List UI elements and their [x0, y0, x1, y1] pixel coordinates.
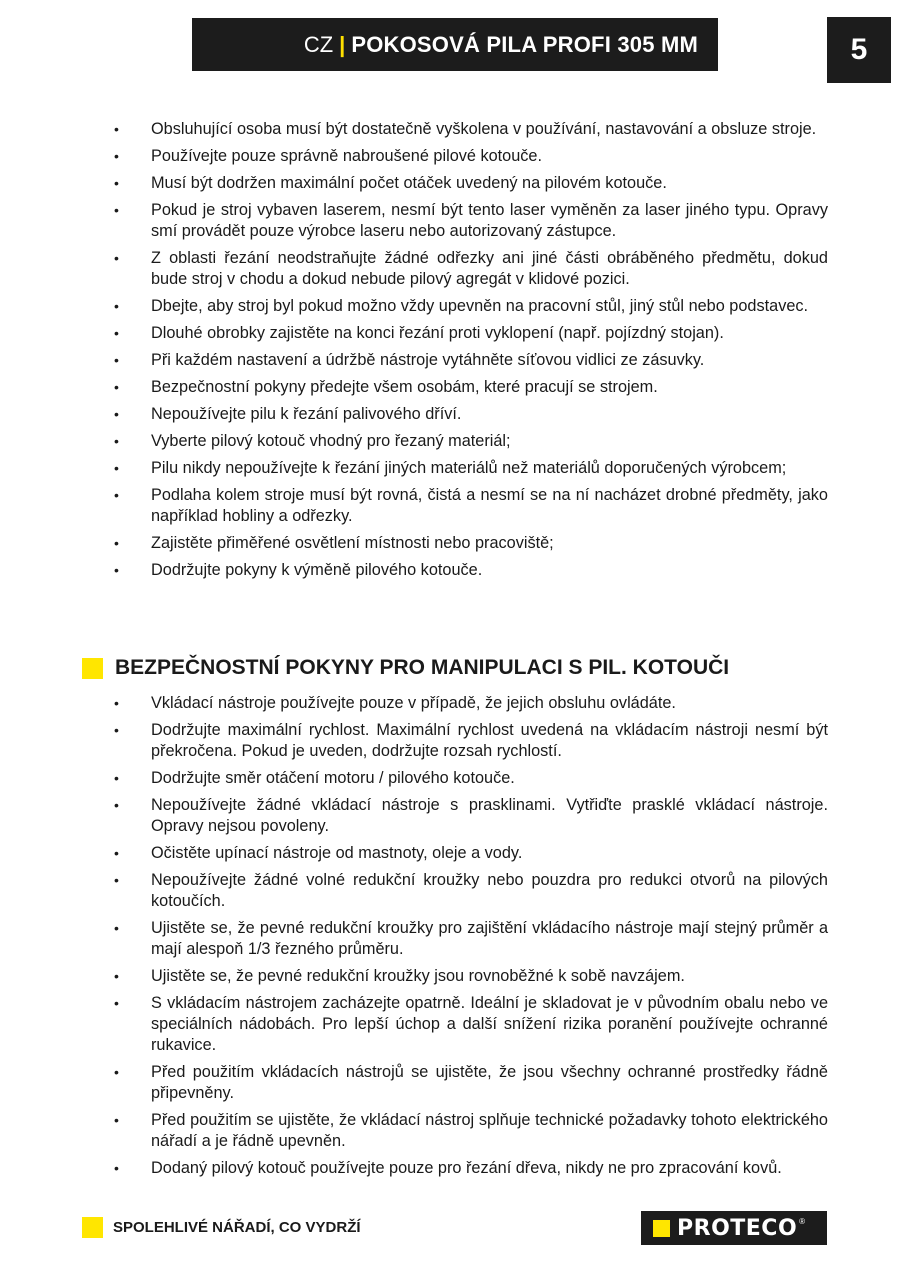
header-title: POKOSOVÁ PILA PROFI 305 MM [351, 31, 698, 57]
list-item [112, 795, 828, 837]
list-item [112, 200, 828, 242]
list-item-text: Zajistěte přiměřené osvětlení místnosti nebo pracoviště; [151, 534, 554, 552]
bullet-icon: • [114, 995, 119, 1011]
logo-square-icon [653, 1220, 670, 1237]
bullet-icon: • [114, 433, 119, 449]
bullet-icon: • [114, 797, 119, 813]
list-item-text: S vkládacím nástrojem zacházejte opatrně. Ideální je skladovat je v původním obalu nebo ve speciálních nádobách. Pro lepší úchop a další snížení rizika poranění používejte ochranné rukavice. [151, 994, 828, 1054]
bullet-icon: • [114, 535, 119, 551]
slogan-text: SPOLEHLIVÉ NÁŘADÍ, CO VYDRŽÍ [113, 1219, 361, 1236]
list-item-text: Pokud je stroj vybaven laserem, nesmí být tento laser vyměněn za laser jiného typu. Opravy smí provádět pouze výrobce laseru nebo autorizovaný zástupce. [151, 201, 828, 240]
footer-slogan [82, 1217, 361, 1238]
bullet-icon: • [114, 845, 119, 861]
list-item-text: Nepoužívejte žádné volné redukční kroužky nebo pouzdra pro redukci otvorů na pilových kotoučích. [151, 871, 828, 910]
list-item [112, 377, 828, 398]
bullet-icon: • [114, 695, 119, 711]
list-item-text: Nepoužívejte žádné vkládací nástroje s prasklinami. Vytřiďte prasklé vkládací nástroje. Opravy nejsou povoleny. [151, 796, 828, 835]
list-item-text: Podlaha kolem stroje musí být rovná, čistá a nesmí se na ní nacházet drobné předměty, jako například hobliny a odřezky. [151, 486, 828, 525]
slogan-marker-icon [82, 1217, 103, 1238]
blade-handling-list [112, 693, 828, 1185]
bullet-icon: • [114, 487, 119, 503]
bullet-icon: • [114, 325, 119, 341]
bullet-icon: • [114, 968, 119, 984]
list-item [112, 966, 828, 987]
bullet-icon: • [114, 406, 119, 422]
section-marker-icon [82, 658, 103, 679]
bullet-icon: • [114, 872, 119, 888]
list-item [112, 458, 828, 479]
header-separator: | [339, 31, 346, 57]
bullet-icon: • [114, 920, 119, 936]
list-item-text: Ujistěte se, že pevné redukční kroužky jsou rovnoběžné k sobě navzájem. [151, 967, 685, 985]
header-language: CZ [303, 31, 334, 57]
list-item [112, 248, 828, 290]
list-item [112, 533, 828, 554]
bullet-icon: • [114, 250, 119, 266]
list-item [112, 296, 828, 317]
header-bar [192, 18, 718, 71]
list-item-text: Před použitím se ujistěte, že vkládací nástroj splňuje technické požadavky tohoto elektrického nářadí a je řádně upevněn. [151, 1111, 828, 1150]
list-item [112, 693, 828, 714]
list-item [112, 560, 828, 581]
list-item [112, 431, 828, 452]
list-item [112, 993, 828, 1056]
list-item [112, 146, 828, 167]
bullet-icon: • [114, 562, 119, 578]
section-heading [82, 656, 729, 680]
list-item-text: Obsluhující osoba musí být dostatečně vyškolena v používání, nastavování a obsluze stroje. [151, 120, 817, 138]
list-item-text: Bezpečnostní pokyny předejte všem osobám, které pracují se strojem. [151, 378, 658, 396]
logo-text: PROTECO [677, 1215, 798, 1241]
list-item [112, 173, 828, 194]
proteco-logo [641, 1211, 827, 1245]
bullet-icon: • [114, 121, 119, 137]
bullet-icon: • [114, 379, 119, 395]
bullet-icon: • [114, 460, 119, 476]
list-item [112, 720, 828, 762]
list-item [112, 404, 828, 425]
list-item-text: Pilu nikdy nepoužívejte k řezání jiných materiálů než materiálů doporučených výrobcem; [151, 459, 787, 477]
bullet-icon: • [114, 202, 119, 218]
bullet-icon: • [114, 1064, 119, 1080]
safety-list [112, 119, 828, 587]
logo-registered: ® [799, 1217, 806, 1226]
list-item [112, 918, 828, 960]
list-item [112, 323, 828, 344]
list-item-text: Očistěte upínací nástroje od mastnoty, oleje a vody. [151, 844, 523, 862]
section-heading-text: BEZPEČNOSTNÍ POKYNY PRO MANIPULACI S PIL. KOTOUČI [115, 656, 730, 679]
list-item [112, 1062, 828, 1104]
list-item-text: Používejte pouze správně nabroušené pilové kotouče. [151, 147, 543, 165]
list-item-text: Nepoužívejte pilu k řezání palivového dříví. [151, 405, 462, 423]
bullet-icon: • [114, 770, 119, 786]
list-item-text: Vkládací nástroje používejte pouze v případě, že jejich obsluhu ovládáte. [151, 694, 676, 712]
list-item [112, 843, 828, 864]
list-item-text: Dbejte, aby stroj byl pokud možno vždy upevněn na pracovní stůl, jiný stůl nebo podstavec. [151, 297, 809, 315]
bullet-icon: • [114, 352, 119, 368]
list-item-text: Při každém nastavení a údržbě nástroje vytáhněte síťovou vidlici ze zásuvky. [151, 351, 705, 369]
list-item-text: Z oblasti řezání neodstraňujte žádné odřezky ani jiné části obráběného předmětu, dokud bude stroj v chodu a dokud nebude pilový agregát v klidové pozici. [151, 249, 828, 288]
bullet-icon: • [114, 148, 119, 164]
list-item [112, 870, 828, 912]
list-item [112, 119, 828, 140]
list-item-text: Dodržujte maximální rychlost. Maximální rychlost uvedená na vkládacím nástroji nesmí být překročena. Pokud je uveden, dodržujte rozsah rychlostí. [151, 721, 828, 760]
list-item-text: Dlouhé obrobky zajistěte na konci řezání proti vyklopení (např. pojízdný stojan). [151, 324, 724, 342]
list-item-text: Dodržujte směr otáčení motoru / pilového kotouče. [151, 769, 515, 787]
list-item [112, 1158, 828, 1179]
list-item [112, 768, 828, 789]
list-item [112, 485, 828, 527]
page-number: 5 [827, 17, 891, 83]
bullet-icon: • [114, 175, 119, 191]
list-item-text: Vyberte pilový kotouč vhodný pro řezaný materiál; [151, 432, 511, 450]
list-item-text: Musí být dodržen maximální počet otáček uvedený na pilovém kotouče. [151, 174, 667, 192]
list-item-text: Dodržujte pokyny k výměně pilového kotouče. [151, 561, 483, 579]
list-item-text: Před použitím vkládacích nástrojů se ujistěte, že jsou všechny ochranné prostředky řádně připevněny. [151, 1063, 828, 1102]
bullet-icon: • [114, 1160, 119, 1176]
bullet-icon: • [114, 722, 119, 738]
bullet-icon: • [114, 1112, 119, 1128]
list-item-text: Ujistěte se, že pevné redukční kroužky pro zajištění vkládacího nástroje mají stejný průměr a mají alespoň 1/3 řezného průměru. [151, 919, 828, 958]
list-item [112, 350, 828, 371]
list-item [112, 1110, 828, 1152]
bullet-icon: • [114, 298, 119, 314]
list-item-text: Dodaný pilový kotouč používejte pouze pro řezání dřeva, nikdy ne pro zpracování kovů. [151, 1159, 782, 1177]
